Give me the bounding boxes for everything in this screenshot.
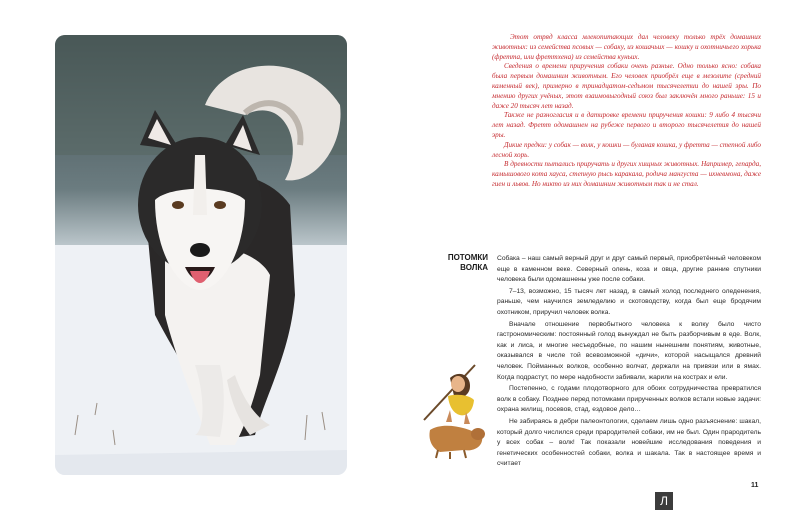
note-paragraph: Дикие предки: у собак — волк, у кошки — буланая кошка, у фретта — степной либо лесной хорь. bbox=[492, 140, 761, 159]
note-paragraph: Сведения о времени приручения собаки очень разные. Одно только ясно: собака была первым домашним животным. Его человек приобрёл еще в мезолите (средний каменный век), примерно в тринадцатом-седьмом тысячелетии до нашей эры. По мнению других учёных, этот взаимовыгодный союз был заключён много раньше: 15 и даже 20 тысяч лет назад. bbox=[492, 62, 761, 110]
text-paragraph: 7–13, возможно, 15 тысяч лет назад, в самый холод последнего оледенения, раньше, чем научился земледелию и скотоводству, когда был еще бродячим охотником, приручил человек волка. bbox=[497, 287, 761, 316]
heading-line: ПОТОМКИ bbox=[447, 253, 488, 262]
heading-line: ВОЛКА bbox=[460, 263, 488, 272]
publisher-logo: Л bbox=[655, 492, 673, 510]
text-paragraph: Постепенно, с годами плодотворного для обоих сотрудничества превратился волк в собаку. Позднее перед потомками прирученных волков встали новые задачи: охрана жилищ, посевов, стад, ездовое дело… bbox=[497, 385, 761, 414]
note-paragraph: Этот отряд класса млекопитающих дал человеку только трёх домашних животных: из семейства псовых — собаку, из кошачьих — кошку и охотничьего хорька (фретта, или фреттхена) из семейства куньих. bbox=[492, 33, 761, 61]
sidebar-note bbox=[492, 33, 761, 190]
note-paragraph: В древности пытались приручать и других хищных животных. Например, гепарда, камышового кота хауса, степную рысь каракала, родича мангуста — ихневмона, даже гиен и львов. Но никто из них домашним животным так и не стал. bbox=[492, 160, 761, 188]
section-heading bbox=[418, 253, 488, 273]
text-paragraph: Не забираясь в дебри палеонтологии, сделаем лишь одно разъяснение: шакал, который долго числился среди прародителей собаки, им не был. Один прародитель у всех собак – волк! Так показали новейшие исследования поведения и генетических особенностей собаки, волка и шакала. Так в настоящее время и считает bbox=[497, 417, 761, 468]
note-paragraph: Также не разногласия и в датировке времени приручения кошки: 9 либо 4 тысячи лет назад. Фретт одомашнен на рубеже первого и второго тысячелетия до нашей эры. bbox=[492, 111, 761, 139]
text-paragraph: Собака – наш самый верный друг и друг самый первый, приобретённый человеком еще в каменном веке. Северный олень, коза и овца, другие ранние спутники человека были одомашнены уже после собаки. bbox=[497, 255, 761, 284]
main-text bbox=[497, 254, 761, 471]
caveman-illustration bbox=[420, 360, 492, 465]
husky-photo bbox=[55, 35, 347, 475]
page-number: 11 bbox=[751, 482, 759, 489]
text-paragraph: Вначале отношение первобытного человека к волку было чисто гастрономическим: постоянный голод вынуждал не быть разборчивым в еде. Волк, как и лиса, и многие несъедобные, по нашим нынешним понятиям, животные, оказывался в числе той всевозможной «дичи», которой насыщался древний человек. Пойманных волков, особенно волчат, держали на привязи или в ямах. Когда подрастут, по мере надобности забивали, жарили на кострах и ели. bbox=[497, 320, 761, 381]
